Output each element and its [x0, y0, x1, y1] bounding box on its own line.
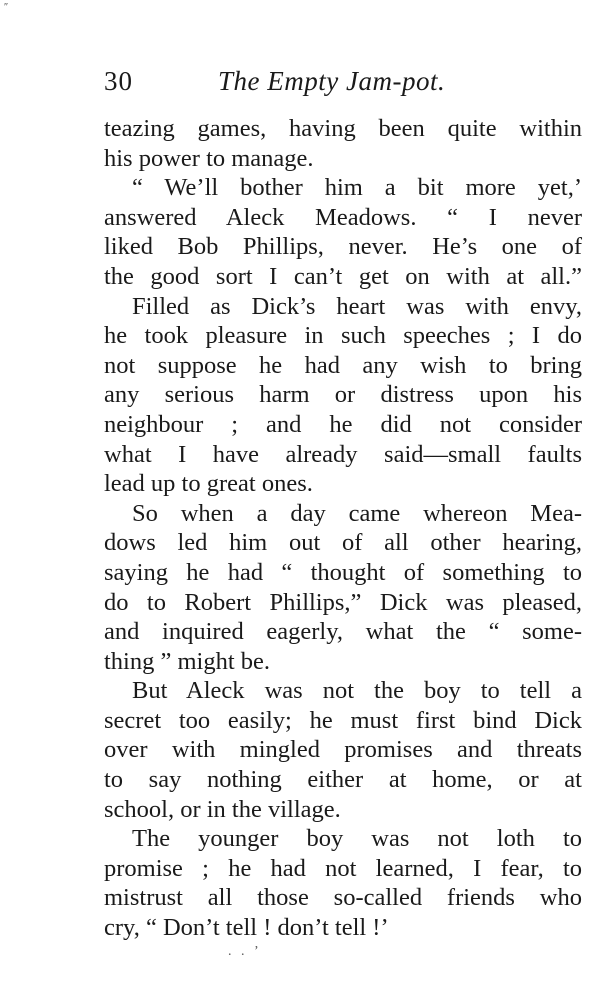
- text-line: mistrust all those so-called friends who: [104, 884, 582, 912]
- text-line: and inquired eagerly, what the “ some-: [104, 618, 582, 646]
- text-line: to say nothing either at home, or at: [104, 766, 582, 794]
- text-line: cry, “ Don’t tell ! don’t tell !’: [104, 914, 389, 942]
- text-line: do to Robert Phillips,” Dick was pleased,: [104, 588, 582, 616]
- text-line: saying he had “ thought of something to: [104, 558, 582, 586]
- text-line: But Aleck was not the boy to tell a: [132, 677, 582, 705]
- text-line: answered Aleck Meadows. “ I never: [104, 203, 582, 231]
- text-line: “ We’ll bother him a bit more yet,’: [132, 174, 582, 202]
- text-line: liked Bob Phillips, never. He’s one of: [104, 233, 582, 261]
- text-line: lead up to great ones.: [104, 470, 313, 498]
- text-line: over with mingled promises and threats: [104, 736, 582, 764]
- text-line: what I have already said—small faults: [104, 440, 582, 468]
- footer-mark: . . ’: [228, 944, 262, 959]
- text-line: neighbour ; and he did not consider: [104, 410, 582, 438]
- running-title: The Empty Jam-pot.: [218, 66, 446, 96]
- text-line: any serious harm or distress upon his: [104, 381, 582, 409]
- page-number: 30: [104, 66, 133, 96]
- text-line: not suppose he had any wish to bring: [104, 351, 582, 379]
- page-header: [104, 66, 584, 106]
- text-line: Filled as Dick’s heart was with envy,: [132, 292, 582, 320]
- text-line: he took pleasure in such speeches ; I do: [104, 322, 582, 350]
- text-line: secret too easily; he must first bind Dick: [104, 706, 582, 734]
- text-line: school, or in the village.: [104, 795, 341, 823]
- text-line: thing ” might be.: [104, 647, 271, 675]
- text-line: dows led him out of all other hearing,: [104, 529, 582, 557]
- body-text: [104, 114, 582, 943]
- corner-mark: ″: [4, 2, 9, 13]
- text-line: The younger boy was not loth to: [132, 825, 582, 853]
- text-line: the good sort I can’t get on with at all.”: [104, 262, 582, 290]
- text-line: teazing games, having been quite within: [104, 115, 582, 142]
- text-line: his power to manage.: [104, 144, 314, 172]
- text-line: promise ; he had not learned, I fear, to: [104, 854, 582, 882]
- text-line: So when a day came whereon Mea-: [132, 499, 582, 527]
